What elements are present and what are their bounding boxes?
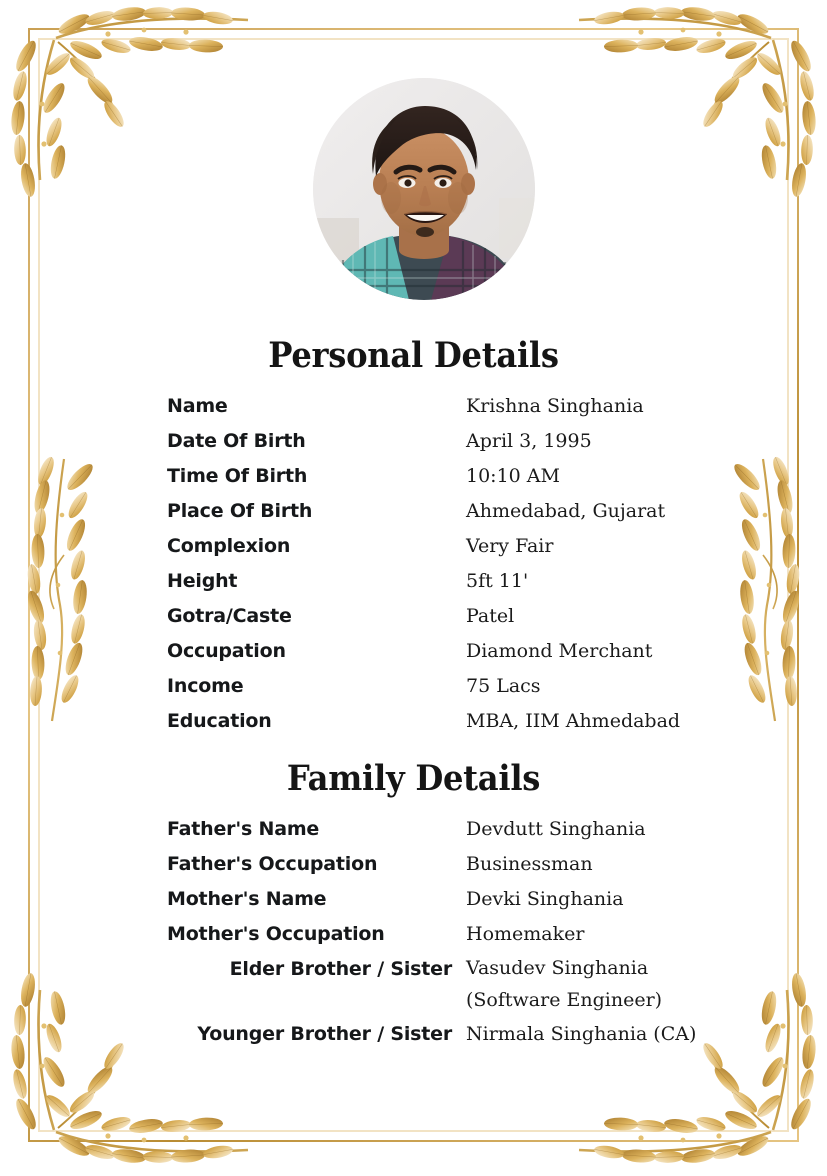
detail-value: Businessman — [466, 853, 593, 875]
detail-label: Elder Brother / Sister — [229, 958, 452, 980]
family-details-list — [167, 812, 767, 1052]
detail-value: Krishna Singhania — [466, 395, 644, 417]
detail-value: Devki Singhania — [466, 888, 624, 910]
detail-label: Father's Occupation — [167, 853, 378, 875]
detail-value: Devdutt Singhania — [466, 818, 646, 840]
detail-label: Time Of Birth — [167, 465, 308, 487]
detail-label: Height — [167, 570, 238, 592]
detail-label: Date Of Birth — [167, 430, 306, 452]
detail-row — [167, 494, 767, 528]
detail-value: 5ft 11' — [466, 570, 529, 592]
detail-value: MBA, IIM Ahmedabad — [466, 710, 681, 732]
detail-row — [167, 564, 767, 598]
section-title-family: Family Details — [286, 758, 541, 799]
detail-label: Younger Brother / Sister — [197, 1023, 452, 1045]
profile-photo-illustration — [313, 78, 535, 300]
detail-value: 75 Lacs — [466, 675, 541, 697]
detail-label: Education — [167, 710, 272, 732]
detail-row — [167, 917, 767, 951]
detail-value: Nirmala Singhania (CA) — [466, 1023, 697, 1045]
detail-value: Ahmedabad, Gujarat — [466, 500, 666, 522]
detail-label: Father's Name — [167, 818, 320, 840]
detail-row — [167, 634, 767, 668]
detail-row — [167, 704, 767, 738]
detail-label: Complexion — [167, 535, 291, 557]
detail-row — [167, 1017, 767, 1051]
detail-value: 10:10 AM — [466, 465, 560, 487]
detail-value: Diamond Merchant — [466, 640, 653, 662]
corner-leaf-ornament-top-right — [531, 0, 827, 294]
detail-row — [167, 812, 767, 846]
detail-label: Gotra/Caste — [167, 605, 292, 627]
detail-value: April 3, 1995 — [466, 430, 592, 452]
section-title-personal: Personal Details — [268, 335, 559, 376]
detail-row — [167, 529, 767, 563]
detail-row — [167, 669, 767, 703]
detail-row — [167, 389, 767, 423]
detail-value: Patel — [466, 605, 515, 627]
profile-photo — [313, 78, 535, 300]
detail-row — [167, 847, 767, 881]
detail-value: Homemaker — [466, 923, 585, 945]
detail-row — [167, 952, 767, 1016]
detail-label: Mother's Occupation — [167, 923, 385, 945]
detail-label: Name — [167, 395, 228, 417]
detail-row — [167, 882, 767, 916]
detail-row — [167, 459, 767, 493]
side-leaf-vine-left — [8, 455, 128, 725]
detail-value: Vasudev Singhania (Software Engineer) — [466, 957, 663, 1011]
corner-leaf-ornament-top-left — [0, 0, 296, 294]
detail-row — [167, 599, 767, 633]
detail-label: Mother's Name — [167, 888, 327, 910]
detail-label: Income — [167, 675, 244, 697]
personal-details-list — [167, 389, 767, 739]
detail-label: Occupation — [167, 640, 286, 662]
detail-value: Very Fair — [466, 535, 554, 557]
detail-label: Place Of Birth — [167, 500, 313, 522]
detail-row — [167, 424, 767, 458]
